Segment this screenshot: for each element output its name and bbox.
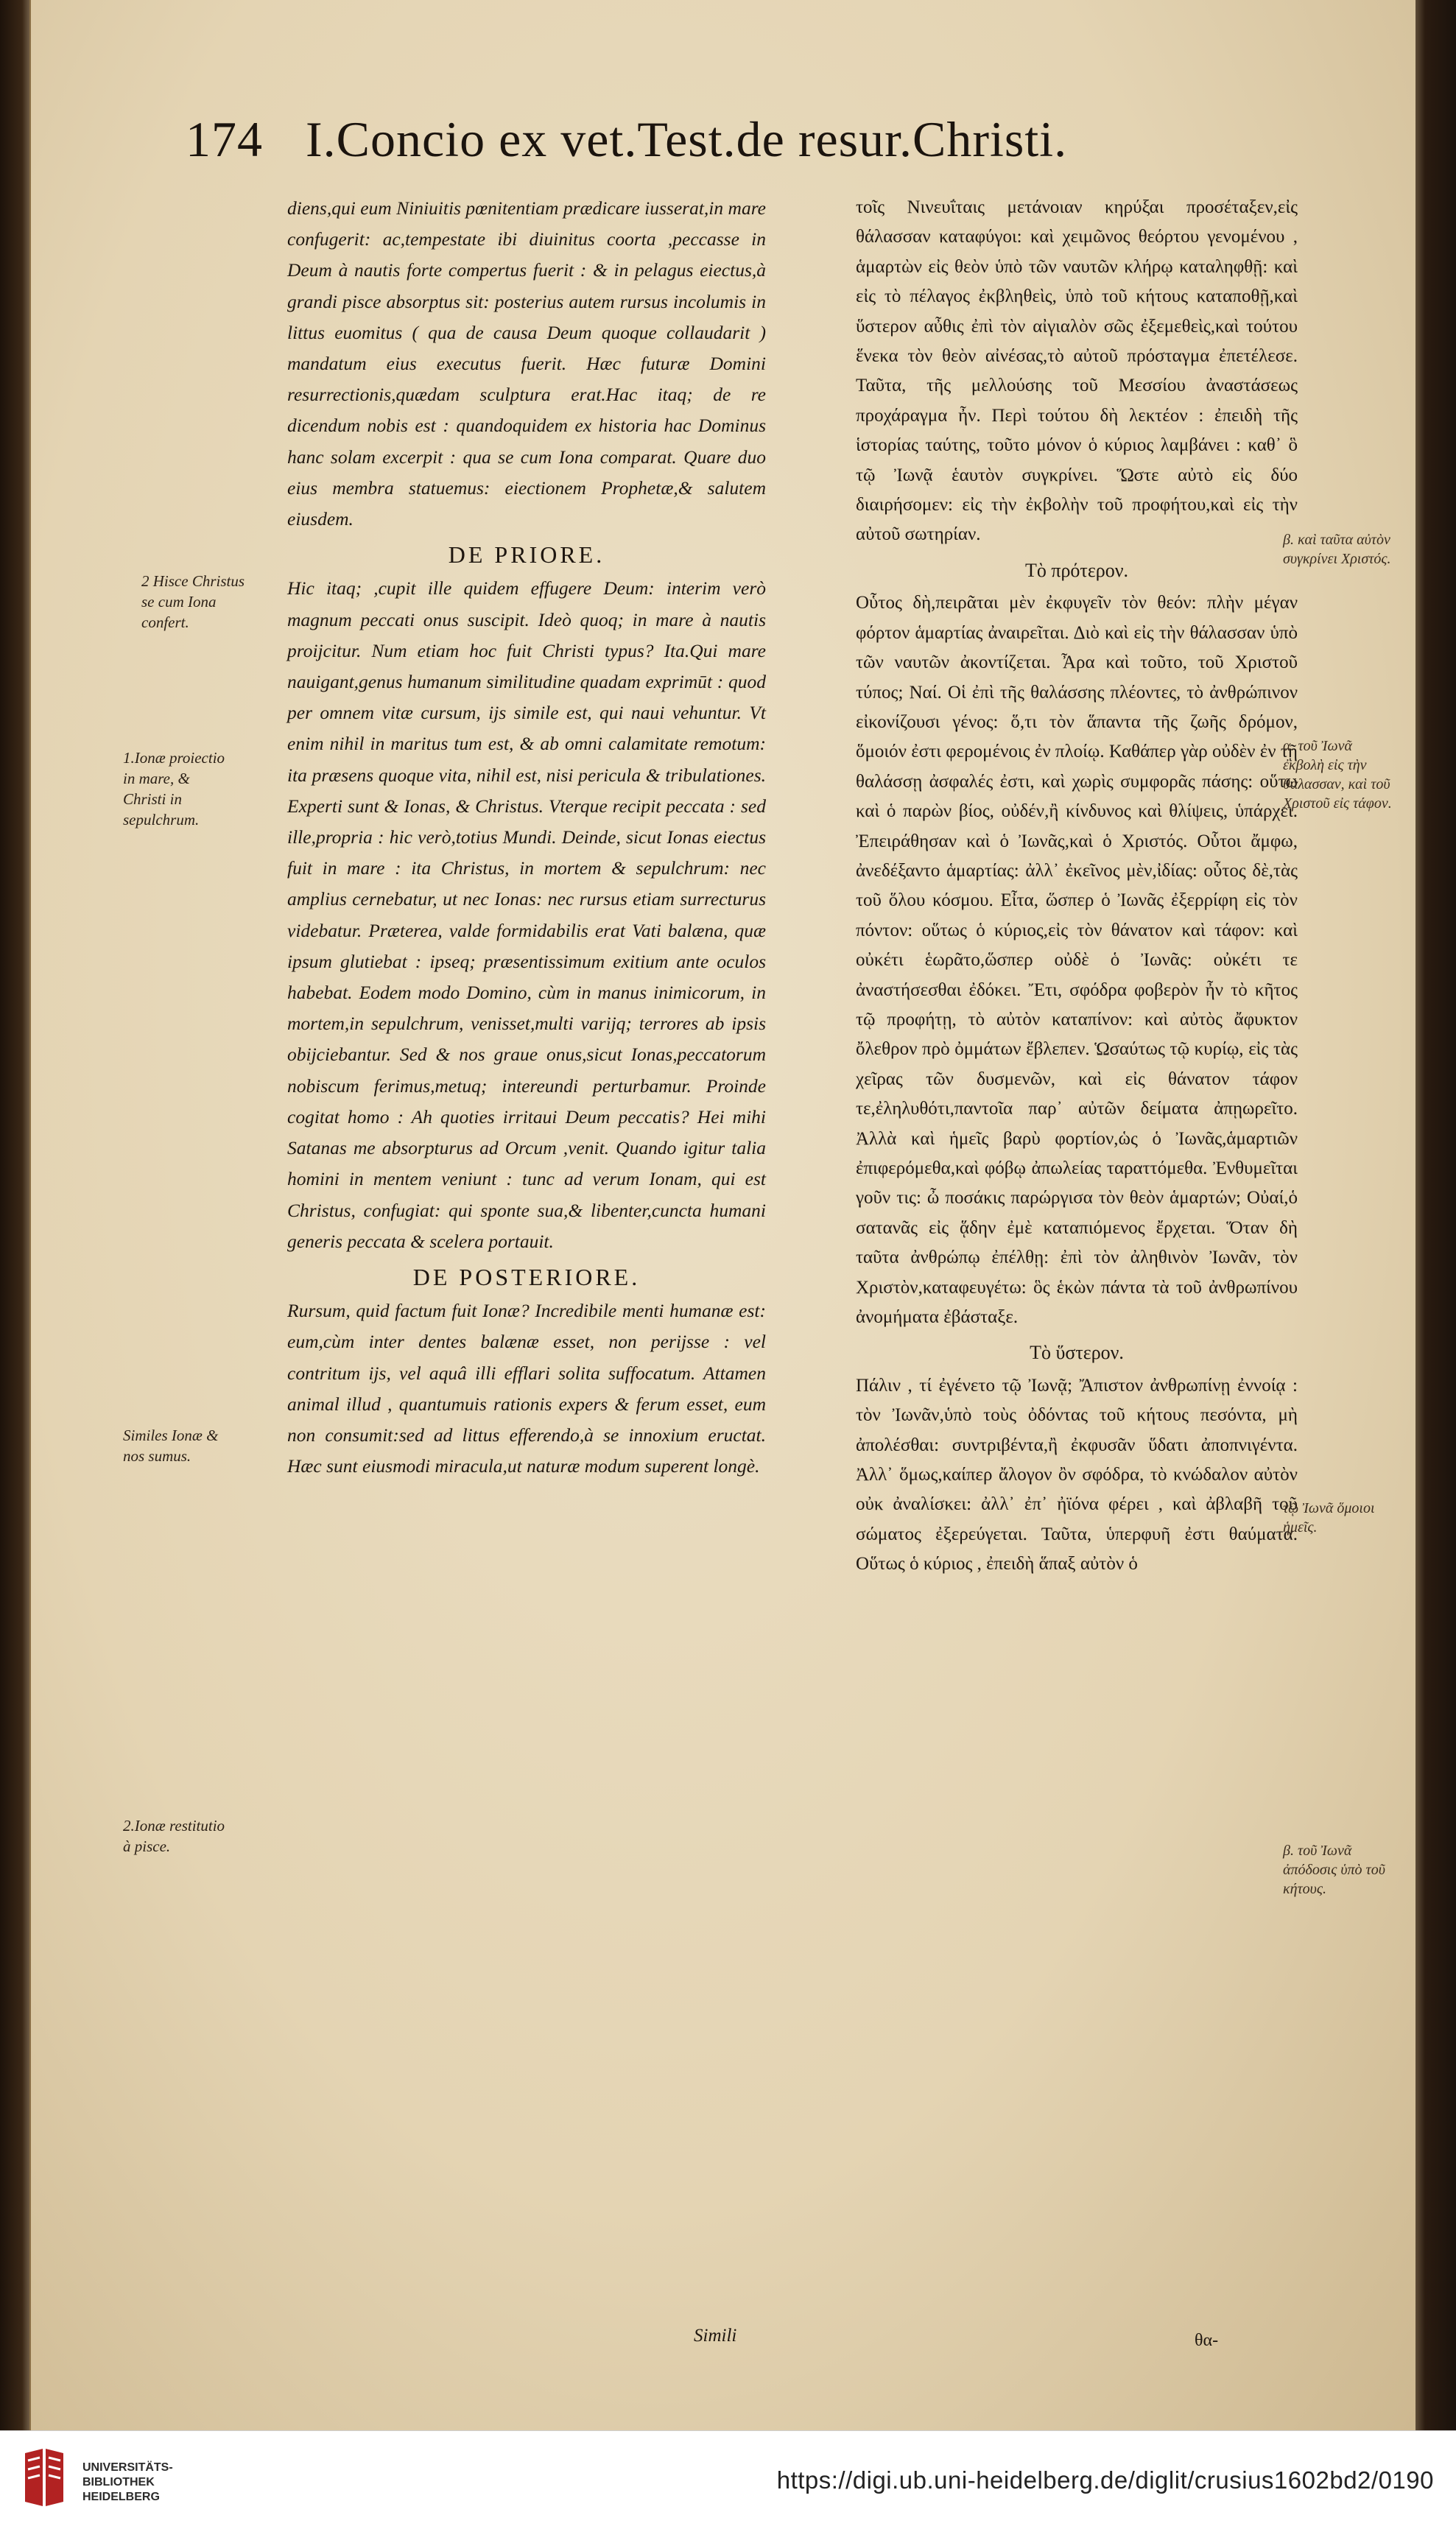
- latin-column: [287, 193, 766, 1482]
- greek-paragraph-posterior: Πάλιν , τί ἐγένετο τῷ Ἰωνᾷ; Ἄπιστον ἀνθρωπίνῃ ἐννοίᾳ : τὸν Ἰωνᾶν,ὑπὸ τοὺς ὀδόντας τοῦ κήτους πεσόντα, μὴ ἀπολέσθαι: συντριβέντα,ἢ ἐκφυσᾶν ὕδατι ἀποπνιγέντα. Ἀλλ᾽ ὅμως,καίπερ ἄλογον ὂν σφόδρα, τὸ κνώδαλον αὐτὸν οὐκ ἀναλίσκει: ἀλλ᾽ ἐπ᾽ ἠϊόνα φέρει , καὶ ἀβλαβῆ τοῦ σώματος ἐξερεύγεται. Ταῦτα, ὑπερφυῆ ἐστι θαύματα. Οὕτως ὁ κύριος , ἐπειδὴ ἅπαξ αὐτὸν ὁ: [856, 1375, 1298, 1575]
- greek-margin-note-3: τῷ Ἰωνᾶ ὅμοιοι ἡμεῖς.: [1283, 1500, 1375, 1536]
- latin-catchword: Simili: [694, 2326, 737, 2346]
- greek-paragraph-intro: τοῖς Νινευΐταις μετάνοιαν κηρύξαι προσέταξεν,εἰς θάλασσαν καταφύγοι: καὶ χειμῶνος θεόρτου γενομένου , ἁμαρτὼν εἰς θεὸν ὑπὸ τῶν ναυτῶν κλήρῳ καταληφθῇ: καὶ εἰς τὸ πέλαγος ἐκβληθεὶς, ὑπὸ τοῦ κήτους καταποθῇ,καὶ ὕστερον αὖθις ἐπὶ τὸν αἰγιαλὸν σῶς ἐξεμεθεὶς,καὶ τούτου ἕνεκα τὸν θεὸν αἰνέσας,τὸ αὐτοῦ πρόσταγμα ἐπετέλεσε. Ταῦτα, τῆς μελλούσης τοῦ Μεσσίου ἀναστάσεως προχάραγμα ἦν. Περὶ τούτου δὴ λεκτέον : ἐπειδὴ τῆς ἱστορίας ταύτης, τοῦτο μόνον ὁ κύριος λαμβάνει : καθ᾽ ὃ τῷ Ἰωνᾷ ἑαυτὸν συγκρίνει. Ὥστε αὐτὸ εἰς δύο διαιρήσομεν: εἰς τὴν ἐκβολὴν τοῦ προφήτου,καὶ εἰς τὴν αὐτοῦ σωτηρίαν.: [856, 197, 1298, 545]
- university-library-logo-icon: [18, 2446, 77, 2512]
- library-name: UNIVERSITÄTS- BIBLIOTHEK HEIDELBERG: [82, 2461, 173, 2503]
- viewer-footer: [0, 2430, 1456, 2529]
- greek-heading-prior: Τὸ πρότερον.: [1024, 559, 1129, 581]
- running-title: I.Concio ex vet.Test.de resur.Christi.: [306, 111, 1068, 167]
- greek-catchword: θα-: [1195, 2331, 1219, 2350]
- margin-note-hisce: 2 Hisce Christus se cum Iona confert.: [141, 572, 245, 631]
- greek-margin-note-4: β. τοῦ Ἰωνᾶ ἀπόδοσις ὑπὸ τοῦ κήτους.: [1283, 1843, 1385, 1897]
- margin-note-similes: Similes Ionæ & nos sumus.: [123, 1427, 219, 1465]
- running-header: [186, 110, 1217, 177]
- greek-paragraph-prior: Οὗτος δὴ,πειρᾶται μὲν ἐκφυγεῖν τὸν θεόν: πλὴν μέγαν φόρτον ἁμαρτίας ἀναιρεῖται. Διὸ καὶ εἰς τὴν θάλασσαν ὑπὸ τῶν ναυτῶν ἀκοντίζεται. Ἆρα καὶ τοῦτο, τοῦ Χριστοῦ τύπος; Ναί. Οἱ ἐπὶ τῆς θαλάσσης πλέοντες, τὸ ἀνθρώπινον εἰκονίζουσι γένος: ὅ,τι τὸν ἅπαντα τῆς ζωῆς δρόμον, ὅμοιόν ἐστι φερομένοις ἐν πλοίῳ. Καθάπερ γὰρ οὐδὲν ἐν τῇ θαλάσσῃ ἀσφαλές ἐστι, καὶ χωρὶς συμφορᾶς πάσης: οὕτω καὶ ὁ παρὼν βίος, οὐδέν,ἢ κίνδυνος καὶ θλίψεις, ὑπάρχει. Ἐπειράθησαν καὶ ὁ Ἰωνᾶς,καὶ ὁ Χριστός. Οὗτοι ἄμφω, ἀνεδέξαντο ἁμαρτίας: ἀλλ᾽ ἐκεῖνος μὲν,ἰδίας: οὗτος δὲ,τὰς τοῦ ὅλου κόσμου. Εἶτα, ὥσπερ ὁ Ἰωνᾶς ἐξερρίφη εἰς τὸν πόντον: οὕτως ὁ κύριος,εἰς τὸν θάνατον καὶ τάφον: καὶ οὐκέτι ἑωρᾶτο,ὥσπερ οὐδὲ ὁ Ἰωνᾶς: οὐκέτι τε ἀναστήσεσθαι ἐδόκει. Ἔτι, σφόδρα φοβερὸν ἦν τὸ κῆτος τῷ προφήτῃ, τὸ αὐτὸν καταπίνον: καὶ αὐτὸς ἄφυκτον ὄλεθρον πρὸ ὀμμάτων ἔβλεπεν. Ὡσαύτως τῷ κυρίῳ, εἰς τὰς χεῖρας τῶν δυσμενῶν, καὶ εἰς θάνατον τάφον τε,ἐληλυθότι,παντοῖα παρ᾽ αὐτῶν δείματα ἀπῃωρεῖτο. Ἀλλὰ καὶ ἡμεῖς βαρὺ φορτίον,ὡς ὁ Ἰωνᾶς,ἁμαρτιῶν ἐπιφερόμεθα,καὶ φόβῳ ἀπωλείας ταραττόμεθα. Ἐνθυμεῖται γοῦν τις: ὦ ποσάκις παρώργισα τὸν θεὸν ἁμαρτών; Οὐαί,ὁ σατανᾶς εἰς ᾅδην ἐμὲ καταπιόμενος ἔρχεται. Ὅταν δὴ ταῦτα ἀνθρώπῳ ἐπέλθῃ: ἐπὶ τὸν ἀληθινὸν Ἰωνᾶν, τὸν Χριστὸν,καταφευγέτω: ὃς ἑκὼν πάντα τὰ τοῦ ἀνθρωπίνου ἀνομήματα ἐβάσταξε.: [856, 593, 1298, 1328]
- greek-margin-note-2: α. τοῦ Ἰωνᾶ ἐκβολὴ εἰς τὴν θάλασσαν, καὶ τοῦ Χριστοῦ εἰς τάφον.: [1283, 738, 1392, 812]
- book-page: [29, 0, 1415, 2430]
- margin-note-restitutio: 2.Ionæ restitutio à pisce.: [123, 1817, 225, 1855]
- latin-paragraph-posterior: Rursum, quid factum fuit Ionæ? Incredibile menti humanæ est: eum,cùm inter dentes balænæ esset, non perijsse : vel contritum ijs, vel aquâ illi efflari solita suffocatum. Attamen animal illud , quantumuis rationis expers & ferum esset, eum non consumit:sed ad littus efferendo,à se innoxium eructat. Hæc sunt eiusmodi miracula,ut naturæ modum superent longè.: [287, 1300, 766, 1477]
- greek-heading-posterior: Τὸ ὕστερον.: [1030, 1342, 1124, 1364]
- latin-heading-posterior: DE POSTERIORE.: [412, 1263, 641, 1290]
- permalink-url[interactable]: https://digi.ub.uni-heidelberg.de/diglit/crusius1602bd2/0190: [776, 2466, 1434, 2494]
- latin-paragraph-prior: Hic itaq; ,cupit ille quidem effugere Deum: interim verò magnum peccati onus suscipit. Ideò quoq; in mare à nautis proijcitur. Num etiam hoc fuit Christi typus? Ita.Qui mare nauigant,genus humanum similitudine quadam exprimūt : quod per omnem vitæ cursum, ijs simile est, qui naui vehuntur. Vt enim nihil in maritus tum est, & ab omni calamitate remotum: ita præsens quoque vita, nihil est, nisi pericula & tribulationes. Experti sunt & Ionas, & Christus. Vterque recipit peccata : sed ille,propria : hic verò,totius Mundi. Deinde, sicut Ionas eiectus fuit in mare : ita Christus, in mortem & sepulchrum: nec amplius cernebatur, ut nec Ionas: nec rursus etiam surrecturus videbatur. Præterea, valde formidabilis erat Vati balæna, quæ ipsum glutiebat : ipseq; præsentissimum exitium ante oculos habebat. Eodem modo Domino, cùm in manus inimicorum, in mortem,in sepulchrum, venisset,multi varijq; terrores ab ipsis obijciebantur. Sed & nos graue onus,sicut Ionas,peccatorum nobiscum ferimus,metuq; intereundi perturbamur. Proinde cogitat homo : Ah quoties irritaui Deum peccatis? Hei mihi Satanas me absorpturus ad Orcum ,venit. Quando igitur talia homini in mentem veniunt : tunc ad verum Ionam, qui est Christus, confugiat: qui sponte sua,& libenter,cuncta humani generis peccata & scelera portauit.: [287, 577, 766, 1252]
- greek-column: [856, 193, 1298, 1580]
- margin-note-proiectio: 1.Ionæ proiectio in mare, & Christi in sepulchrum.: [123, 749, 225, 829]
- latin-heading-prior: DE PRIORE.: [448, 541, 605, 569]
- greek-margin-note-1: β. καὶ ταῦτα αὐτὸν συγκρίνει Χριστός.: [1283, 532, 1391, 567]
- latin-paragraph-intro: diens,qui eum Niniuitis pœnitentiam prædicare iusserat,in mare confugerit: ac,tempestate ibi diuinitus coorta ,peccasse in Deum à nautis forte compertus fuerit : & in pelagus eiectus,à grandi pisce absorptus sit: posterius autem rursus incolumis in littus euomitus ( qua de causa Deum quoque collaudarit ) mandatum eius executus fuerit. Hæc futuræ Domini resurrectionis,quædam sculptura erat.Hac itaq; de re dicendum nobis est : quandoquidem ex historia hac Dominus hanc solam excerpit : qua se cum Iona comparat. Quare duo eius membra statuemus: eiectionem Prophetæ,& salutem eiusdem.: [287, 197, 766, 530]
- page-number: 174: [186, 111, 263, 167]
